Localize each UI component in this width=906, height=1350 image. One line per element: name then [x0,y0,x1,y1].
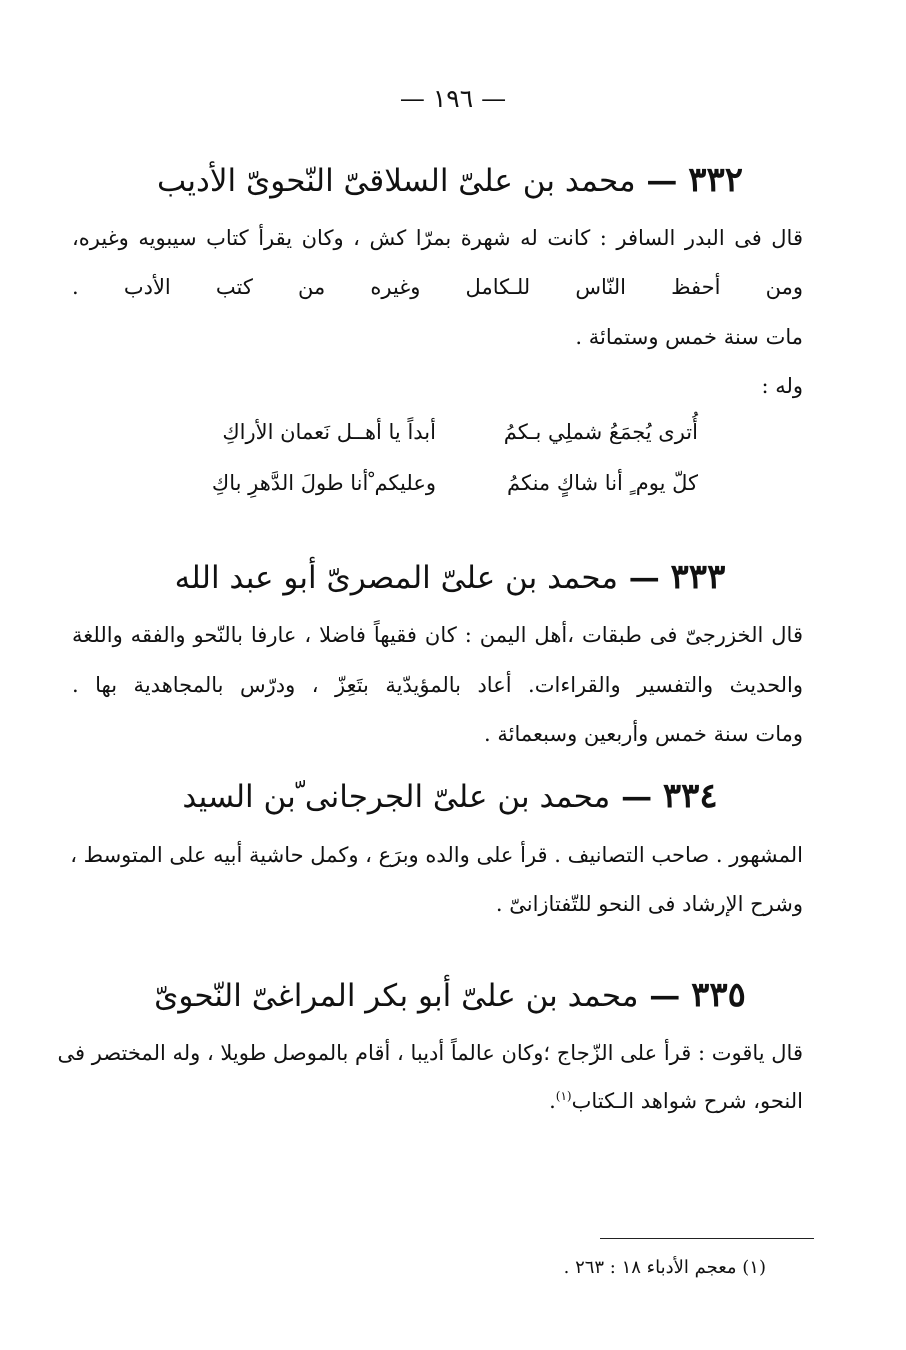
verse-1-second-hemistich: أبداً يا أهــل نَعمان الأراكِ [222,420,436,444]
entry-heading-333 [60,557,840,597]
footnote-text: (١) معجم الأدباء ١٨ : ٢٦٣ . [563,1257,766,1278]
entry-334-line-2: وشرح الإرشاد فى النحو للتّفتازانىّ . [495,892,803,916]
footnote-reference: (١) [555,1089,572,1103]
entry-name: محمد بن علىّ الجرجانى ّبن السيد [182,779,611,815]
entry-333-line-2: والحديث والتفسير والقراءات. أعاد بالمؤيدّية بتَعِزّ ، ودرّس بالمجاهدية بها . [72,673,803,697]
entry-334-line-1: المشهور . صاحب التصانيف . قرأ على والده وبرَع ، وكمل حاشية أبيه على المتوسط ، [70,843,803,867]
entry-number: ٣٣٤ [662,776,718,816]
entry-heading-335 [60,975,840,1015]
entry-335-line-end: . [549,1089,556,1113]
entry-335-line-2-text: النحو، شرح شواهد الـكتاب [571,1089,803,1113]
entry-dash: — [635,163,689,199]
entry-name: محمد بن علىّ المصرىّ أبو عبد الله [174,560,618,596]
entry-name: محمد بن علىّ أبو بكر المراغىّ النّحوىّ [154,978,639,1014]
entry-dash: — [617,560,671,596]
entry-332-line-2: ومن أحفظ النّاس للـكامل وغيره من كتب الأدب . [72,275,803,299]
verse-2-first-hemistich: كلّ يوم ٍ أنا شاكٍ منكمُ [507,471,698,495]
entry-333-line-1: قال الخزرجىّ فى طبقات ،أهل اليمن : كان فقيهاً فاضلا ، عارفا بالنّحو والفقه واللغة [72,623,803,647]
entry-heading-334 [60,776,840,816]
entry-332-line-1: قال فى البدر السافر : كانت له شهرة بمرّا كش ، وكان يقرأ كتاب سيبويه وغيره، [72,226,803,250]
page-number: — ١٩٦ — [399,84,507,113]
verse-1-first-hemistich: أُترى يُجمَعُ شملِي بـكمُ [503,420,698,444]
verse-2-second-hemistich: وعليكم ْأنا طولَ الدَّهرِ باكِ [211,471,436,495]
entry-name: محمد بن علىّ السلاقىّ النّحوىّ الأديب [156,163,636,199]
entry-number: ٣٣٣ [670,557,726,597]
entry-332-line-3: مات سنة خمس وستمائة . [575,325,803,349]
entry-335-line-1: قال ياقوت : قرأ على الزّجاج ؛وكان عالماً أديبا ، أقام بالموصل طويلا ، وله المختصر فى [57,1041,803,1065]
entry-number: ٣٣٥ [691,975,746,1015]
entry-dash: — [610,779,663,815]
entry-335-line-2 [549,1089,803,1113]
entry-332-line-4: وله : [761,374,803,398]
entry-number: ٣٣٢ [688,160,744,200]
entry-heading-332 [60,160,840,200]
entry-dash: — [638,978,692,1014]
footnote-separator [600,1238,814,1239]
entry-333-line-3: ومات سنة خمس وأربعين وسبعمائة . [484,722,803,746]
